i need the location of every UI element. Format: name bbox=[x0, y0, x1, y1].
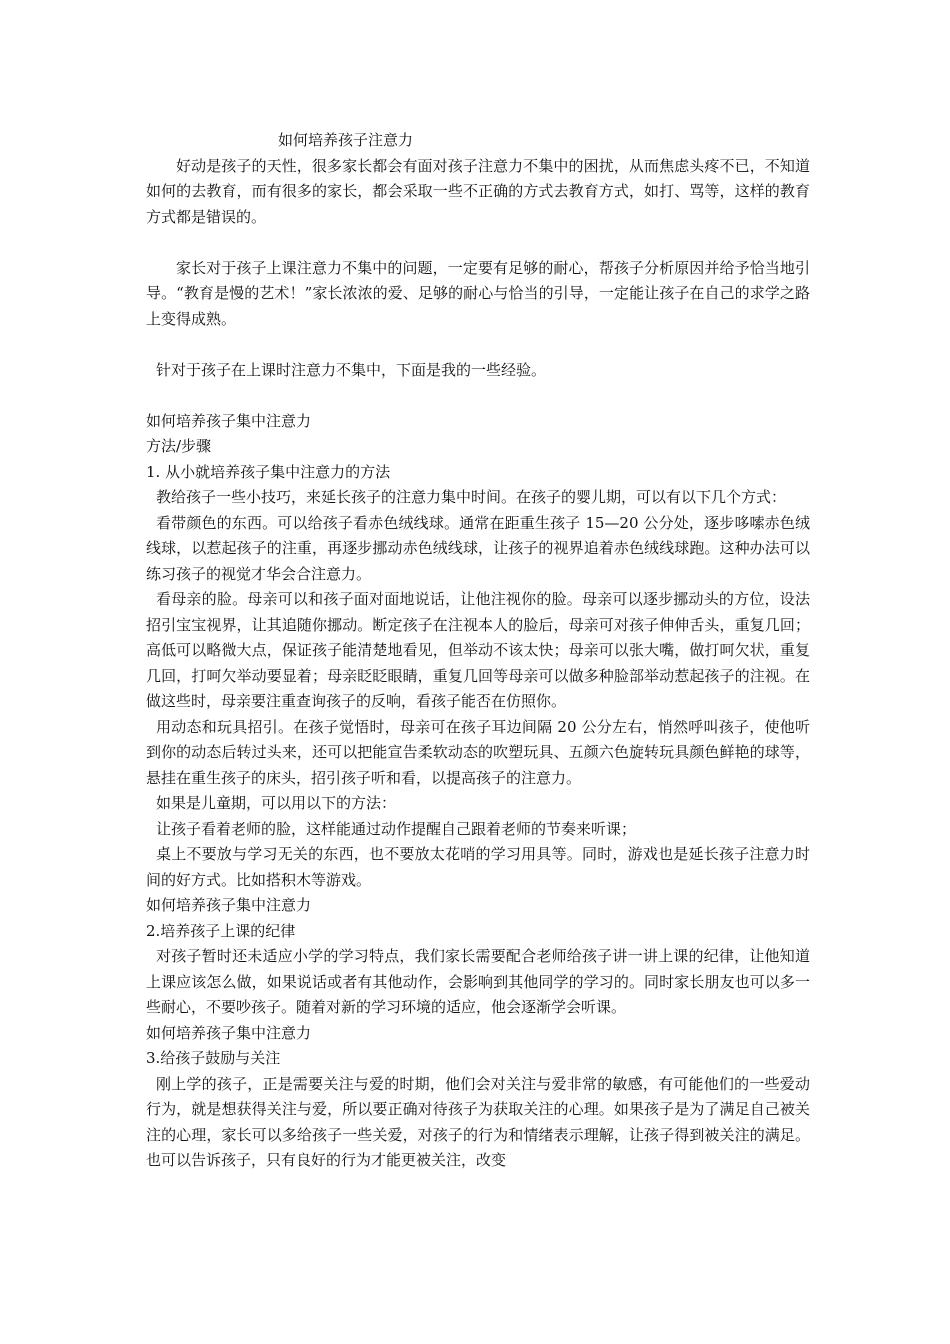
section-2-heading: 如何培养孩子集中注意力 bbox=[146, 896, 312, 914]
document-body bbox=[146, 128, 810, 1174]
section-1-paragraph: 看母亲的脸。母亲可以和孩子面对面地说话，让他注视你的脸。母亲可以逐步挪动头的方位，设法招引宝宝视界，让其追随你挪动。断定孩子在注视本人的脸后，母亲可对孩子伸伸舌头，重复几回；高低可以略微大点，保证孩子能清楚地看见，但举动不该太快；母亲可以张大嘴，做打呵欠状，重复几回，打呵欠举动要显着；母亲眨眨眼睛，重复几回等母亲可以做多种脸部举动惹起孩子的注视。在做这些时，母亲要注重查询孩子的反响，看孩子能否在仿照你。 bbox=[146, 590, 810, 710]
section-1-paragraph: 让孩子看着老师的脸，这样能通过动作提醒自己跟着老师的节奏来听课； bbox=[156, 819, 637, 838]
document-title: 如何培养孩子注意力 bbox=[278, 131, 414, 149]
section-1-step: 1. 从小就培养孩子集中注意力的方法 bbox=[146, 462, 391, 481]
section-1-subheading: 方法/步骤 bbox=[146, 437, 212, 455]
section-3-step: 3.给孩子鼓励与关注 bbox=[146, 1049, 281, 1067]
section-3-paragraph: 刚上学的孩子，正是需要关注与爱的时期，他们会对关注与爱非常的敏感，有可能他们的一些爱动行为，就是想获得关注与爱，所以要正确对待孩子为获取关注的心理。如果孩子是为了满足自己被关注的心理，家长可以多给孩子一些关爱，对孩子的行为和情绪表示理解，让孩子得到被关注的满足。也可以告诉孩子，只有良好的行为才能更被关注，改变 bbox=[146, 1074, 810, 1169]
intro-paragraph-1: 好动是孩子的天性，很多家长都会有面对孩子注意力不集中的困扰，从而焦虑头疼不已，不知道如何的去教育，而有很多的家长，都会采取一些不正确的方式去教育方式，如打、骂等，这样的教育方式都是错误的。 bbox=[146, 156, 810, 226]
section-1-paragraph: 如果是儿童期，可以用以下的方法： bbox=[156, 794, 397, 812]
section-1-paragraph: 用动态和玩具招引。在孩子觉悟时，母亲可在孩子耳边间隔 20 公分左右，悄然呼叫孩子，使他听到你的动态后转过头来，还可以把能宣告柔软动态的吹塑玩具、五颜六色旋转玩具颜色鲜艳的球等，悬挂在重生孩子的床头，招引孩子听和看，以提高孩子的注意力。 bbox=[146, 717, 810, 787]
section-1-paragraph: 看带颜色的东西。可以给孩子看赤色绒线球。通常在距重生孩子 15—20 公分处，逐步哆嗦赤色绒线球，以惹起孩子的注重，再逐步挪动赤色绒线球，让孩子的视界追着赤色绒线球跑。这种办法可以练习孩子的视觉才华会合注意力。 bbox=[146, 513, 810, 583]
section-1-paragraph: 桌上不要放与学习无关的东西，也不要放太花哨的学习用具等。同时，游戏也是延长孩子注意力时间的好方式。比如搭积木等游戏。 bbox=[146, 845, 810, 889]
section-1-paragraph: 教给孩子一些小技巧，来延长孩子的注意力集中时间。在孩子的婴儿期，可以有以下几个方式： bbox=[156, 488, 787, 506]
section-3-heading: 如何培养孩子集中注意力 bbox=[146, 1023, 312, 1042]
section-2-step: 2.培养孩子上课的纪律 bbox=[146, 921, 296, 940]
section-1-heading: 如何培养孩子集中注意力 bbox=[146, 411, 312, 430]
paragraph-gap bbox=[146, 332, 810, 358]
intro-paragraph-2: 家长对于孩子上课注意力不集中的问题，一定要有足够的耐心，帮孩子分析原因并给予恰当地引导。“教育是慢的艺术！”家长浓浓的爱、足够的耐心与恰当的引导，一定能让孩子在自己的求学之路上变得成熟。 bbox=[146, 258, 810, 328]
paragraph-gap bbox=[146, 383, 810, 409]
section-2-paragraph: 对孩子暂时还未适应小学的学习特点，我们家长需要配合老师给孩子讲一讲上课的纪律，让他知道上课应该怎么做，如果说话或者有其他动作，会影响到其他同学的学习的。同时家长朋友也可以多一些耐心，不要吵孩子。随着对新的学习环境的适应，他会逐渐学会听课。 bbox=[146, 947, 810, 1016]
intro-paragraph-3: 针对于孩子在上课时注意力不集中，下面是我的一些经验。 bbox=[156, 360, 547, 379]
paragraph-gap bbox=[146, 230, 810, 256]
